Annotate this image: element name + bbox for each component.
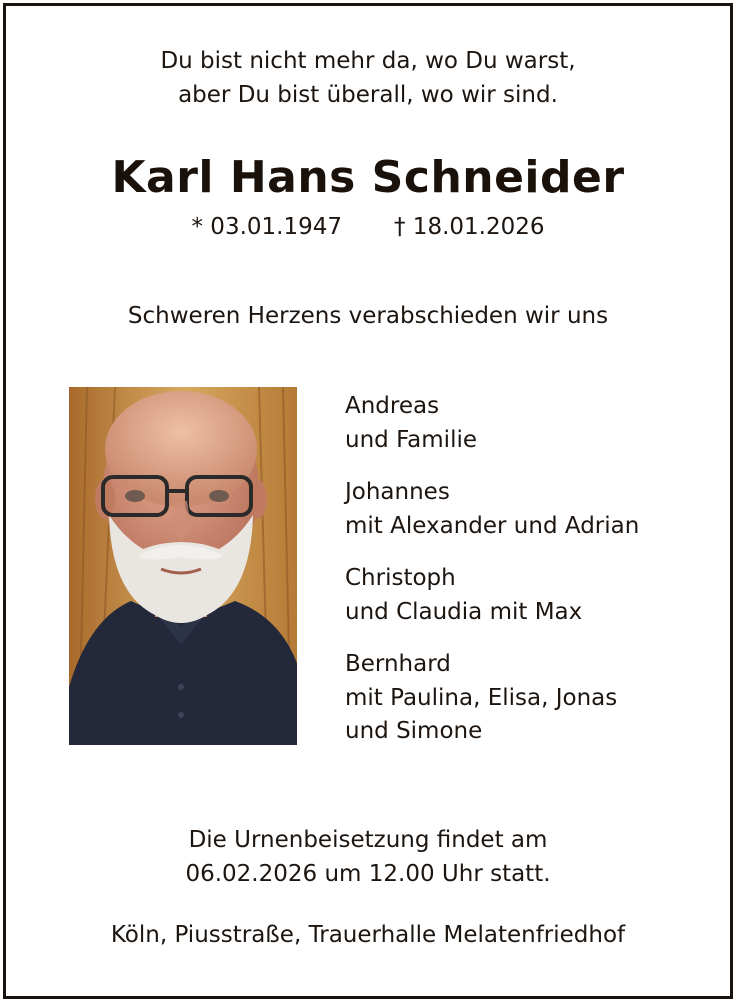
family-member-line: Johannes xyxy=(345,479,450,505)
family-member-line: und Familie xyxy=(345,426,478,453)
family-member-line: Christoph xyxy=(345,565,456,591)
family-list xyxy=(345,390,639,768)
family-member-line: Andreas xyxy=(345,393,440,419)
ceremony-line-1: Die Urnenbeisetzung findet am xyxy=(188,827,548,853)
life-dates xyxy=(0,211,736,243)
family-group xyxy=(345,476,639,543)
family-member-line: Bernhard xyxy=(345,651,451,677)
birth-date: * 03.01.1947 xyxy=(191,214,342,240)
death-date: † 18.01.2026 xyxy=(394,214,545,240)
farewell-intro: Schweren Herzens verabschieden wir uns xyxy=(127,303,609,329)
family-group xyxy=(345,390,639,457)
family-group xyxy=(345,562,639,629)
ceremony-location: Köln, Piusstraße, Trauerhalle Melatenfriedhof xyxy=(110,922,626,948)
portrait-photo xyxy=(69,387,297,745)
verse-line-1: Du bist nicht mehr da, wo Du warst, xyxy=(160,48,576,74)
memorial-verse xyxy=(0,44,736,112)
family-member-line: mit Paulina, Elisa, Jonas xyxy=(345,684,618,711)
family-member-line: und Simone xyxy=(345,718,483,744)
ceremony-line-2: 06.02.2026 um 12.00 Uhr statt. xyxy=(185,861,551,887)
verse-line-2: aber Du bist überall, wo wir sind. xyxy=(178,82,558,108)
ceremony-info xyxy=(0,823,736,891)
family-member-line: und Claudia mit Max xyxy=(345,598,583,625)
deceased-name: Karl Hans Schneider xyxy=(111,152,625,203)
family-member-line: mit Alexander und Adrian xyxy=(345,512,640,539)
family-group xyxy=(345,648,639,749)
